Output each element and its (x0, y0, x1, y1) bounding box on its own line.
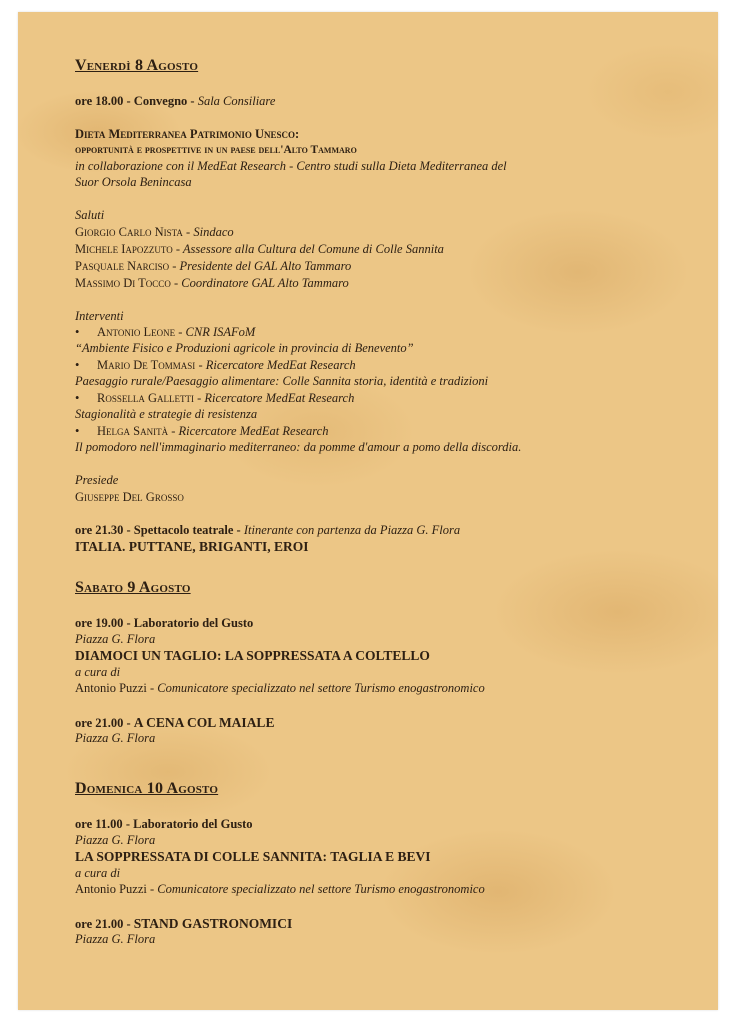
bullet: • (75, 358, 80, 372)
sunday-event2-line: ore 21.00 - STAND GASTRONOMICI (75, 916, 293, 931)
event-time: ore 19.00 (75, 616, 124, 630)
saluti-heading: Saluti (75, 208, 105, 222)
event-type: Spettacolo teatrale (133, 523, 234, 537)
sunday-event1-line: ore 11.00 - Laboratorio del Gusto (75, 817, 253, 831)
speaker-talk: “Ambiente Fisico e Produzioni agricole in provincia di Benevento” (75, 341, 414, 355)
person-name: Michele Iapozzuto (75, 242, 173, 256)
friday-event1-line: ore 18.00 - Convegno - Sala Consiliare (75, 94, 276, 108)
bullet: • (75, 325, 80, 339)
event-note: Itinerante con partenza da Piazza G. Flora (243, 523, 461, 537)
event-title: ITALIA. PUTTANE, BRIGANTI, EROI (75, 539, 309, 554)
speaker-talk: Paesaggio rurale/Paesaggio alimentare: Colle Sannita storia, identità e tradizioni (75, 374, 489, 388)
speaker-line: • Helga Sanità - Ricercatore MedEat Research (75, 424, 329, 438)
topic-line4: Suor Orsola Benincasa (75, 175, 192, 189)
presiede-name: Giuseppe Del Grosso (75, 490, 184, 504)
event-place: Piazza G. Flora (75, 932, 156, 946)
bullet: • (75, 391, 80, 405)
saturday-event2-line: ore 21.00 - A CENA COL MAIALE (75, 715, 275, 730)
speaker-role: CNR ISAFoM (185, 325, 256, 339)
event-place: Piazza G. Flora (75, 731, 156, 745)
person-role: Presidente del GAL Alto Tammaro (179, 259, 352, 273)
curator-role: Comunicatore specializzato nel settore Turismo enogastronomico (157, 681, 485, 695)
event-title: DIAMOCI UN TAGLIO: LA SOPPRESSATA A COLTELLO (75, 648, 430, 663)
friday-event2-line: ore 21.30 - Spettacolo teatrale - Itinerante con partenza da Piazza G. Flora (75, 523, 461, 537)
bullet: • (75, 424, 80, 438)
event-time: ore 11.00 (75, 817, 123, 831)
person-role: Assessore alla Cultura del Comune di Colle Sannita (182, 242, 444, 256)
event-place: Piazza G. Flora (75, 833, 156, 847)
person-name: Massimo Di Tocco (75, 276, 171, 290)
event-type: Laboratorio del Gusto (133, 616, 254, 630)
presiede-heading: Presiede (75, 473, 119, 487)
saluti-person: Massimo Di Tocco - Coordinatore GAL Alto Tammaro (75, 276, 349, 290)
speaker-line: • Rossella Galletti - Ricercatore MedEat Research (75, 391, 355, 405)
person-name: Giorgio Carlo Nista (75, 225, 183, 239)
event-type: Convegno (133, 94, 188, 108)
speaker-name: Antonio Leone (97, 325, 176, 339)
speaker-line: • Antonio Leone - CNR ISAFoM (75, 325, 256, 339)
curator-role: Comunicatore specializzato nel settore Turismo enogastronomico (157, 882, 485, 896)
person-role: Sindaco (193, 225, 234, 239)
speaker-talk: Stagionalità e strategie di resistenza (75, 407, 258, 421)
event-place: Sala Consiliare (197, 94, 276, 108)
event-title: STAND GASTRONOMICI (133, 916, 293, 931)
event-type: Laboratorio del Gusto (133, 817, 253, 831)
saluti-person: Michele Iapozzuto - Assessore alla Cultura del Comune di Colle Sannita (75, 242, 444, 256)
event-curator-label: a cura di (75, 866, 121, 880)
speaker-name: Rossella Galletti (97, 391, 194, 405)
event-title: A CENA COL MAIALE (133, 715, 275, 730)
event-time: ore 21.30 (75, 523, 124, 537)
topic-line3: in collaborazione con il MedEat Research - Centro studi sulla Dieta Mediterranea del (75, 159, 507, 173)
speaker-role: Ricercatore MedEat Research (205, 358, 356, 372)
event-curator-label: a cura di (75, 665, 121, 679)
saturday-event1-line: ore 19.00 - Laboratorio del Gusto (75, 616, 254, 630)
sunday-heading: Domenica 10 Agosto (75, 780, 219, 797)
speaker-name: Mario De Tommasi (97, 358, 196, 372)
speaker-line: • Mario De Tommasi - Ricercatore MedEat Research (75, 358, 356, 372)
saturday-heading: Sabato 9 Agosto (75, 579, 191, 596)
saluti-person: Pasquale Narciso - Presidente del GAL Alto Tammaro (75, 259, 352, 273)
event-curator: Antonio Puzzi - Comunicatore specializzato nel settore Turismo enogastronomico (75, 681, 485, 695)
saluti-person: Giorgio Carlo Nista - Sindaco (75, 225, 234, 239)
curator-name: Antonio Puzzi (75, 681, 147, 695)
event-curator: Antonio Puzzi - Comunicatore specializzato nel settore Turismo enogastronomico (75, 882, 485, 896)
event-place: Piazza G. Flora (75, 632, 156, 646)
speaker-talk: Il pomodoro nell'immaginario mediterraneo: da pomme d'amour a pomo della discordia. (75, 440, 522, 454)
topic-line2: opportunità e prospettive in un paese dell'Alto Tammaro (75, 144, 357, 156)
poster-page (18, 12, 718, 1010)
person-name: Pasquale Narciso (75, 259, 170, 273)
event-title: LA SOPPRESSATA DI COLLE SANNITA: TAGLIA E BEVI (75, 849, 431, 864)
curator-name: Antonio Puzzi (75, 882, 147, 896)
speaker-role: Ricercatore MedEat Research (204, 391, 355, 405)
topic-line1: Dieta Mediterranea Patrimonio Unesco: (75, 127, 300, 141)
event-time: ore 18.00 (75, 94, 124, 108)
speaker-name: Helga Sanità (97, 424, 169, 438)
person-role: Coordinatore GAL Alto Tammaro (181, 276, 349, 290)
friday-heading: Venerdì 8 Agosto (75, 57, 199, 74)
event-time: ore 21.00 (75, 917, 124, 931)
event-time: ore 21.00 (75, 716, 124, 730)
speaker-role: Ricercatore MedEat Research (178, 424, 329, 438)
interventi-heading: Interventi (75, 309, 124, 323)
